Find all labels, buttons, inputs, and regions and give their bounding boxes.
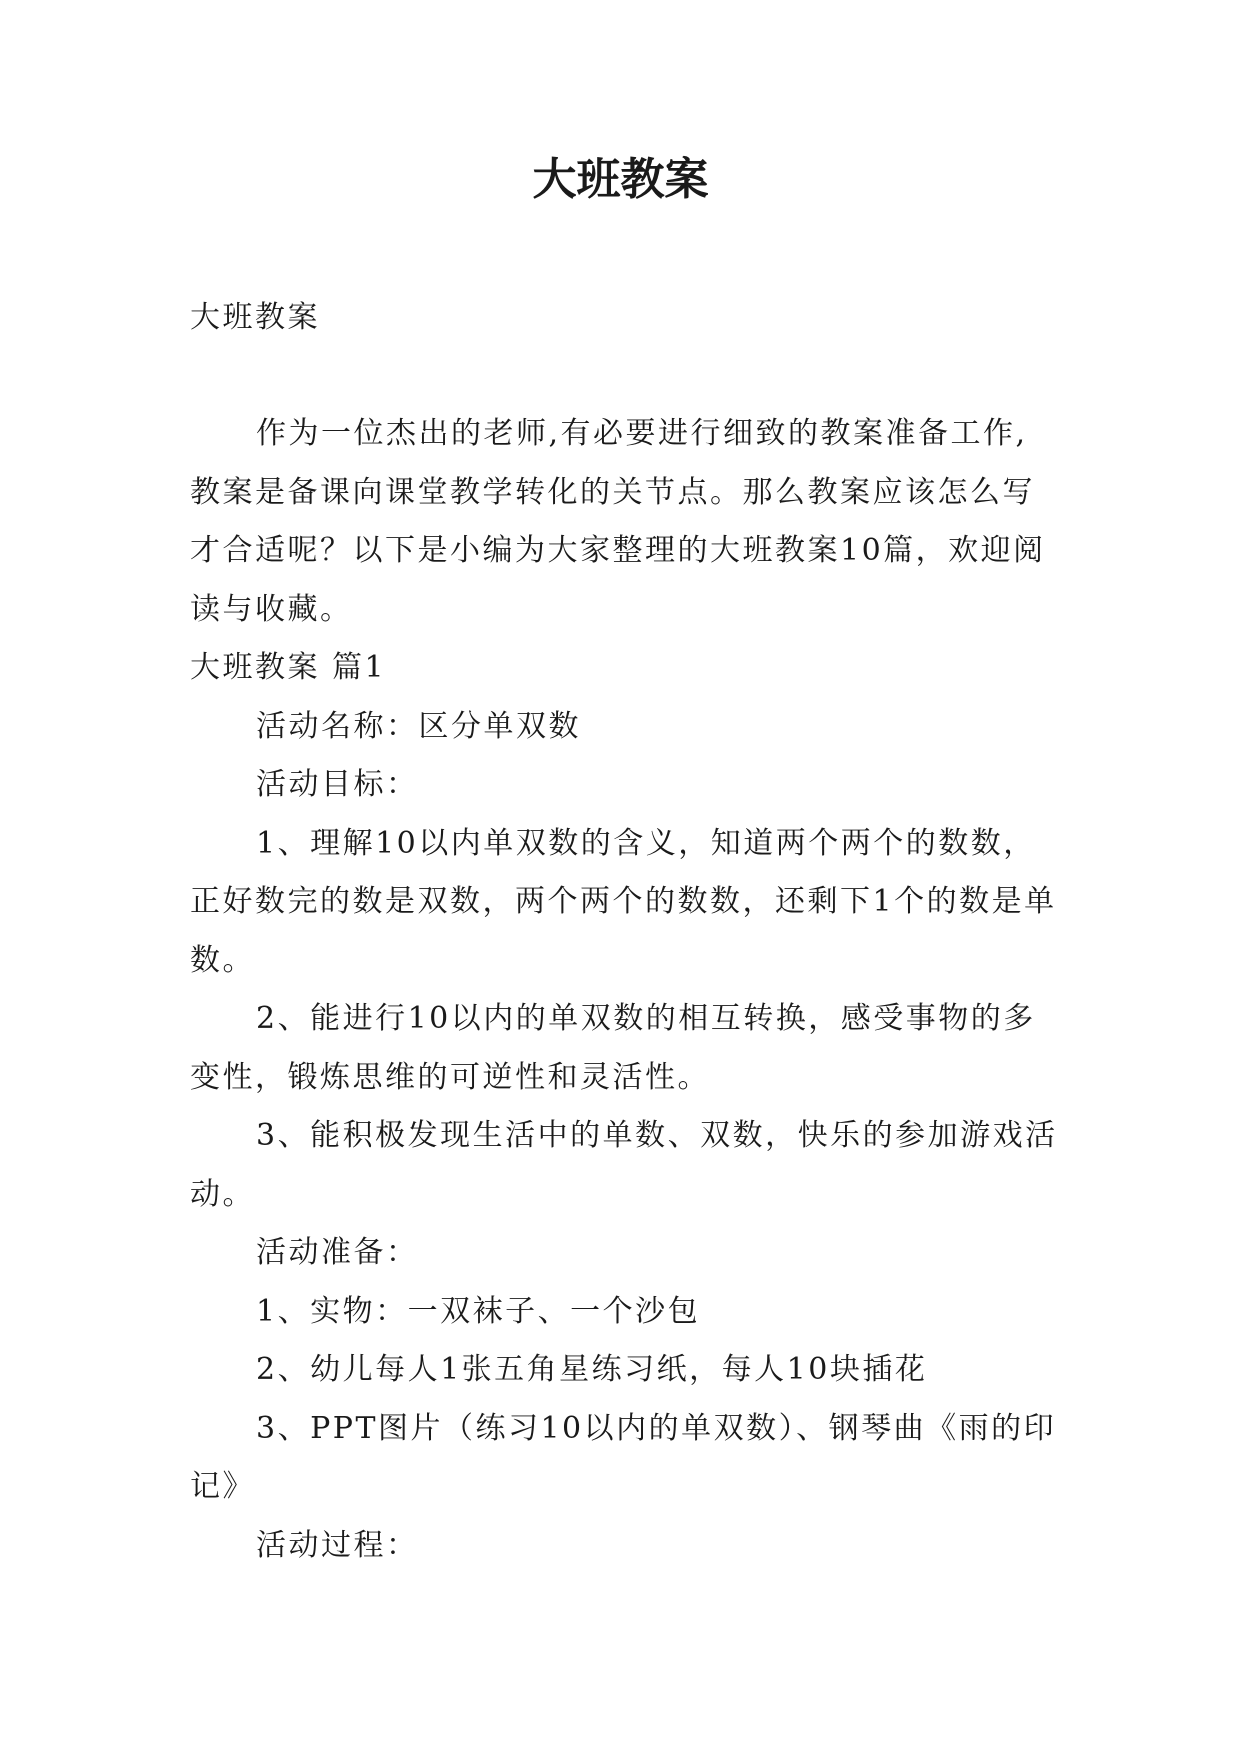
prep-item-1: 1、实物：一双袜子、一个沙包 xyxy=(256,1293,701,1329)
prep-item-3: 3、PPT图片（练习10以内的单双数）、钢琴曲《雨的印记》 xyxy=(190,1410,1057,1504)
intro-paragraph: 作为一位杰出的老师,有必要进行细致的教案准备工作,教案是备课向课堂教学转化的关节点。那么教案应该怎么写才合适呢？以下是小编为大家整理的大班教案10篇，欢迎阅读与收藏。 xyxy=(190,416,1046,627)
section-heading: 大班教案 篇1 xyxy=(190,650,387,685)
prep-item-2: 2、幼儿每人1张五角星练习纸，每人10块插花 xyxy=(256,1352,928,1387)
document-subtitle: 大班教案 xyxy=(190,300,320,335)
document-title: 大班教案 xyxy=(532,154,709,205)
goal-item-1: 1、理解10以内单双数的含义，知道两个两个的数数，正好数完的数是双数，两个两个的数数，还剩下1个的数是单数。 xyxy=(190,825,1057,978)
process-heading: 活动过程： xyxy=(256,1527,419,1563)
document-body xyxy=(190,405,1060,1575)
activity-name: 活动名称：区分单双数 xyxy=(256,708,581,744)
goal-item-2: 2、能进行10以内的单双数的相互转换，感受事物的多变性，锻炼思维的可逆性和灵活性。 xyxy=(190,1001,1036,1095)
goals-heading: 活动目标： xyxy=(256,767,419,802)
goal-item-3: 3、能积极发现生活中的单数、双数，快乐的参加游戏活动。 xyxy=(190,1118,1058,1212)
prep-heading: 活动准备： xyxy=(256,1235,419,1270)
